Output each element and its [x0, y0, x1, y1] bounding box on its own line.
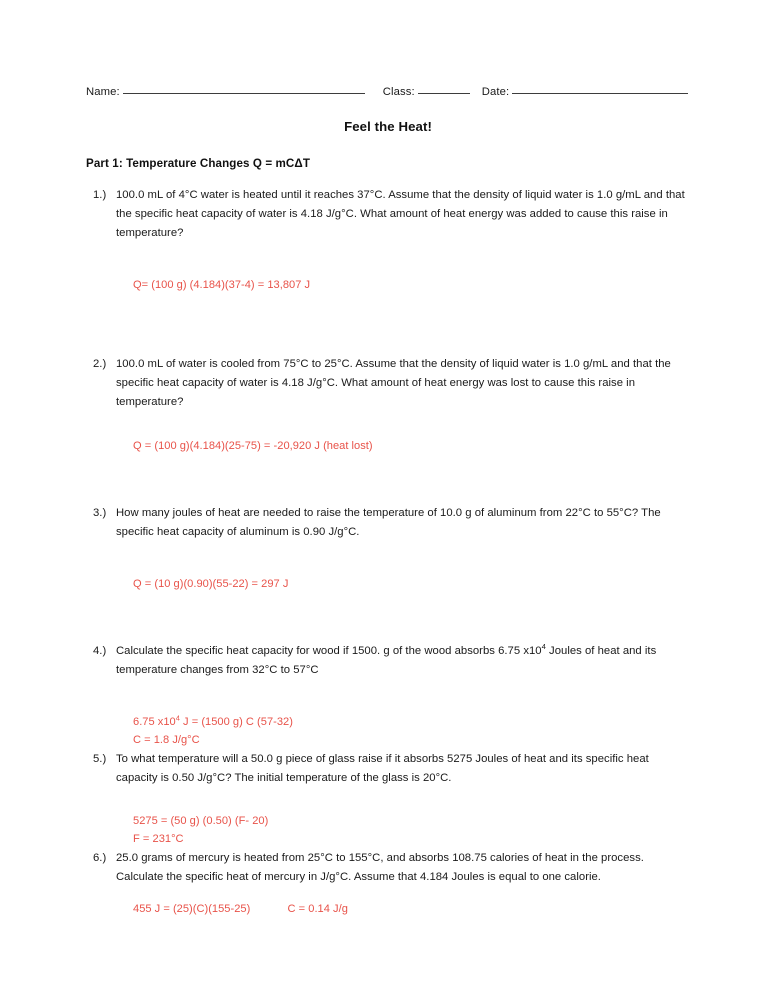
- question-number-6: 6.): [93, 852, 107, 865]
- answer-2: [133, 438, 690, 456]
- question-text-2: 100.0 mL of water is cooled from 75°C to 25°C. Assume that the density of liquid water is 1.0 g/mL and that the specific heat capacity of water is 4.18 J/g°C. What amount of heat energy was lost to cause this raise in temperature?: [116, 357, 671, 408]
- page-title: Feel the Heat!: [344, 119, 432, 134]
- class-label: Class:: [382, 86, 415, 98]
- name-input-rule[interactable]: [123, 93, 365, 94]
- question-number-5: 5.): [93, 752, 107, 765]
- spacer: [86, 594, 690, 628]
- question-text-4-post: Joules of heat and its temperature changes from 32°C to 57°C: [116, 644, 657, 676]
- answer-line: [133, 714, 690, 732]
- question-text-4-pre: Calculate the specific heat capacity for wood if 1500. g of the wood absorbs 6.75 x10: [116, 644, 542, 657]
- answer-4-exponent: 4: [175, 712, 180, 722]
- class-input-rule[interactable]: [418, 93, 470, 94]
- question-number-4: 4.): [93, 644, 107, 657]
- question-text-4-exponent: 4: [541, 641, 546, 651]
- answer-line: 455 J = (25)(C)(155-25) C = 0.14 J/g: [133, 903, 348, 916]
- question-item-3: [86, 504, 690, 542]
- spacer: [86, 490, 690, 504]
- question-item-5: [86, 750, 690, 788]
- answer-line: Q = (10 g)(0.90)(55-22) = 297 J: [133, 577, 289, 590]
- answer-line: 5275 = (50 g) (0.50) (F- 20): [133, 815, 269, 828]
- answer-6: [133, 901, 690, 919]
- identity-header-row: [86, 86, 690, 98]
- answer-3: [133, 576, 690, 594]
- question-item-1: [86, 186, 690, 243]
- spacer: [86, 243, 690, 277]
- question-text-4: [116, 642, 690, 680]
- answer-1: [133, 277, 690, 295]
- name-label: Name:: [86, 86, 120, 98]
- question-list: [86, 186, 690, 919]
- spacer: [86, 329, 690, 355]
- answer-line: C = 1.8 J/g°C: [133, 733, 200, 746]
- spacer: [86, 680, 690, 714]
- spacer: [86, 542, 690, 576]
- spacer: [86, 295, 690, 329]
- answer-line: F = 231°C: [133, 833, 184, 846]
- question-text-5: To what temperature will a 50.0 g piece of glass raise if it absorbs 5275 Joules of heat and its specific heat capacity is 0.50 J/g°C? The initial temperature of the glass is 20°C.: [116, 752, 649, 784]
- date-field[interactable]: [482, 86, 689, 98]
- answer-line: Q= (100 g) (4.184)(37-4) = 13,807 J: [133, 278, 311, 291]
- date-input-rule[interactable]: [512, 93, 688, 94]
- question-text-1: 100.0 mL of 4°C water is heated until it reaches 37°C. Assume that the density of liquid water is 1.0 g/mL and that the specific heat capacity of water is 4.18 J/g°C. What amount of heat energy was added to cause this raise in temperature?: [116, 189, 685, 239]
- answer-5: [133, 813, 690, 849]
- question-number-1: 1.): [93, 189, 107, 201]
- date-label: Date:: [481, 86, 510, 98]
- spacer: [86, 787, 690, 813]
- question-item-2: [86, 355, 690, 412]
- spacer: [86, 628, 690, 642]
- answer-4-post: J = (1500 g) C (57-32): [179, 715, 293, 728]
- question-item-4: [86, 642, 690, 680]
- name-field[interactable]: [86, 86, 365, 98]
- question-number-2: 2.): [93, 357, 107, 370]
- question-item-6: [86, 849, 690, 887]
- answer-4-pre: 6.75 x10: [133, 715, 176, 728]
- class-field[interactable]: [383, 86, 470, 98]
- spacer: [86, 456, 690, 490]
- question-number-3: 3.): [93, 506, 107, 519]
- spacer: [86, 887, 690, 901]
- question-text-3: How many joules of heat are needed to raise the temperature of 10.0 g of aluminum from 22°C to 55°C? The specific heat capacity of aluminum is 0.90 J/g°C.: [116, 506, 661, 538]
- answer-4: [133, 714, 690, 750]
- spacer: [86, 412, 690, 438]
- question-text-6: 25.0 grams of mercury is heated from 25°C to 155°C, and absorbs 108.75 calories of heat in the process. Calculate the specific heat of mercury in J/g°C. Assume that 4.184 Joules is equal to one calorie.: [116, 852, 644, 884]
- answer-line: Q = (100 g)(4.184)(25-75) = -20,920 J (heat lost): [133, 439, 373, 452]
- part-1-heading: Part 1: Temperature Changes Q = mCΔT: [86, 157, 311, 170]
